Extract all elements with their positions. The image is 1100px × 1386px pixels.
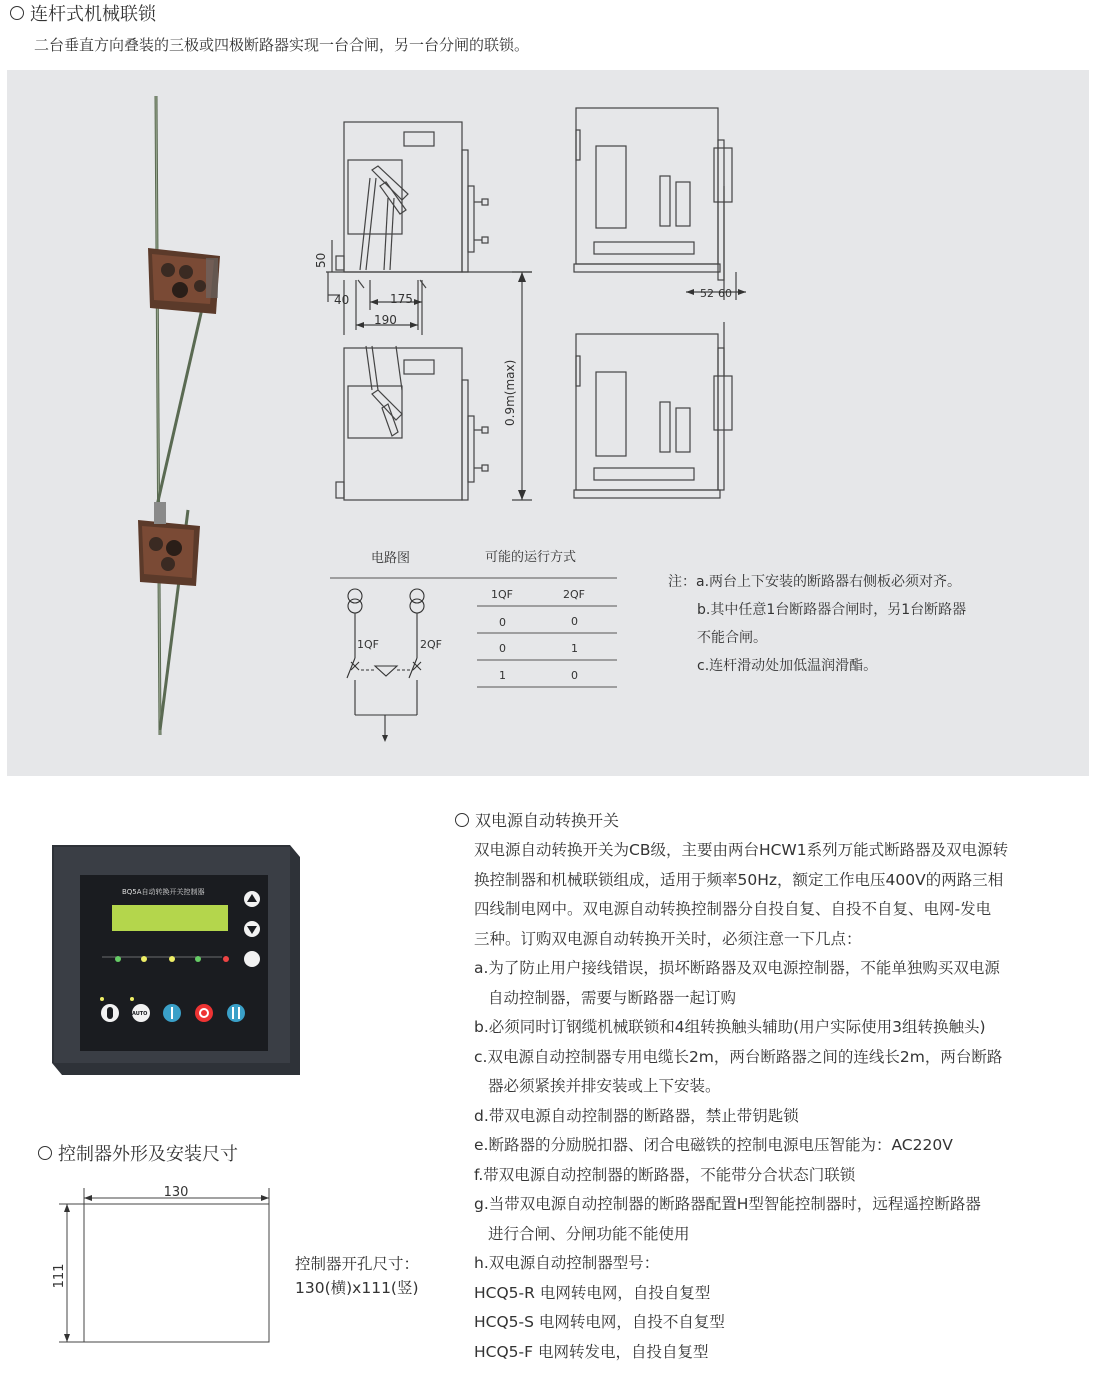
- controller-panel-title: BQ5A自动转换开关控制器: [122, 888, 205, 896]
- controller-photo: [52, 845, 300, 1075]
- item-h: h.双电源自动控制器型号：: [474, 1254, 660, 1272]
- section1-subtitle: 二台垂直方向叠装的三极或四极断路器实现一台合闸，另一台分闸的联锁。: [34, 36, 530, 54]
- section2-title-row: [455, 808, 619, 831]
- section1-title: 连杆式机械联锁: [30, 4, 156, 25]
- section2-body: [474, 836, 1094, 1367]
- note-c: c.连杆滑动处加低温润滑酯。: [697, 658, 878, 674]
- modes-label: 可能的运行方式: [485, 550, 577, 565]
- dim-175: 175: [390, 292, 413, 306]
- dim-width: 130: [163, 1185, 189, 1200]
- circle-bullet-icon: [38, 1146, 52, 1160]
- item-a: a.为了防止用户接线错误，损坏断路器及双电源控制器，不能单独购买双电源: [474, 959, 1000, 977]
- model-r: HCQ5-R 电网转电网，自投自复型: [474, 1283, 711, 1302]
- installation-drawing: [300, 90, 770, 510]
- item-b: b.必须同时订钢缆机械联锁和4组转换触头辅助(用户实际使用3组转换触头): [474, 1018, 986, 1036]
- auto-button-label: AUTO: [132, 1011, 148, 1017]
- table-cell: 0: [571, 615, 578, 628]
- circle-bullet-icon: [455, 813, 469, 827]
- note-b1: b.其中任意1台断路器合闸时，另1台断路器: [697, 602, 967, 618]
- para-line: 换控制器和机械联锁组成，适用于频率50Hz，额定工作电压400V的两路三相: [474, 870, 1004, 889]
- item-c: c.双电源自动控制器专用电缆长2m，两台断路器之间的连线长2m，两台断路: [474, 1047, 1003, 1066]
- table-header-2qf: 2QF: [563, 588, 585, 601]
- dim-height: 0.9m(max): [503, 359, 517, 426]
- notes-block: [668, 568, 1068, 680]
- model-s: HCQ5-S 电网转电网，自投不自复型: [474, 1313, 725, 1331]
- section3-title: 控制器外形及安装尺寸: [58, 1144, 238, 1165]
- section3-title-row: [38, 1140, 238, 1166]
- item-d: d.带双电源自动控制器的断路器，禁止带钥匙锁: [474, 1106, 799, 1125]
- cutout-label: 控制器开孔尺寸：: [295, 1255, 420, 1273]
- note-a: a.两台上下安装的断路器右侧板必须对齐。: [696, 574, 962, 590]
- para-line: 双电源自动转换开关为CB级，主要由两台HCW1系列万能式断路器及双电源转: [474, 841, 1009, 859]
- circuit-label: 电路图: [371, 551, 411, 566]
- dim-52: 52: [700, 287, 714, 300]
- item-f: f.带双电源自动控制器的断路器，不能带分合状态门联锁: [474, 1165, 856, 1184]
- circuit-diagram: [325, 540, 625, 750]
- link-rod-interlock-photo: [120, 90, 250, 750]
- para-line: 三种。订购双电源自动转换开关时，必须注意一下几点：: [474, 929, 862, 948]
- item-a-cont: 自动控制器，需要与断路器一起订购: [488, 988, 737, 1007]
- note-b2: 不能合闸。: [697, 630, 767, 646]
- para-line: 四线制电网中。双电源自动转换控制器分自投自复、自投不自复、电网-发电: [474, 900, 992, 918]
- cutout-dimension-drawing: [45, 1180, 285, 1350]
- circle-bullet-icon: [10, 6, 24, 20]
- table-cell: 0: [499, 642, 506, 655]
- label-1qf: 1QF: [357, 638, 379, 651]
- dim-height: 111: [52, 1263, 67, 1289]
- table-header-1qf: 1QF: [491, 588, 513, 601]
- label-2qf: 2QF: [420, 638, 442, 651]
- table-cell: 0: [499, 616, 506, 629]
- table-cell: 0: [571, 669, 578, 682]
- dim-60: 60: [718, 287, 732, 300]
- dim-190: 190: [374, 313, 397, 327]
- section2-title: 双电源自动转换开关: [475, 811, 620, 830]
- table-cell: 1: [499, 669, 506, 682]
- cutout-size-text: [295, 1252, 419, 1300]
- item-c-cont: 器必须紧挨并排安装或上下安装。: [488, 1077, 721, 1095]
- table-cell: 1: [571, 642, 578, 655]
- item-g: g.当带双电源自动控制器的断路器配置H型智能控制器时，远程遥控断路器: [474, 1195, 981, 1213]
- notes-prefix: 注：: [668, 574, 696, 590]
- model-f: HCQ5-F 电网转发电，自投自复型: [474, 1342, 709, 1361]
- dim-40: 40: [334, 293, 350, 307]
- cutout-value: 130(横)x111(竖): [295, 1279, 419, 1297]
- item-e: e.断路器的分励脱扣器、闭合电磁铁的控制电源电压智能为：AC220V: [474, 1136, 953, 1154]
- dim-50: 50: [314, 252, 328, 268]
- item-g-cont: 进行合闸、分闸功能不能使用: [488, 1224, 690, 1243]
- section1-title-row: [10, 0, 156, 26]
